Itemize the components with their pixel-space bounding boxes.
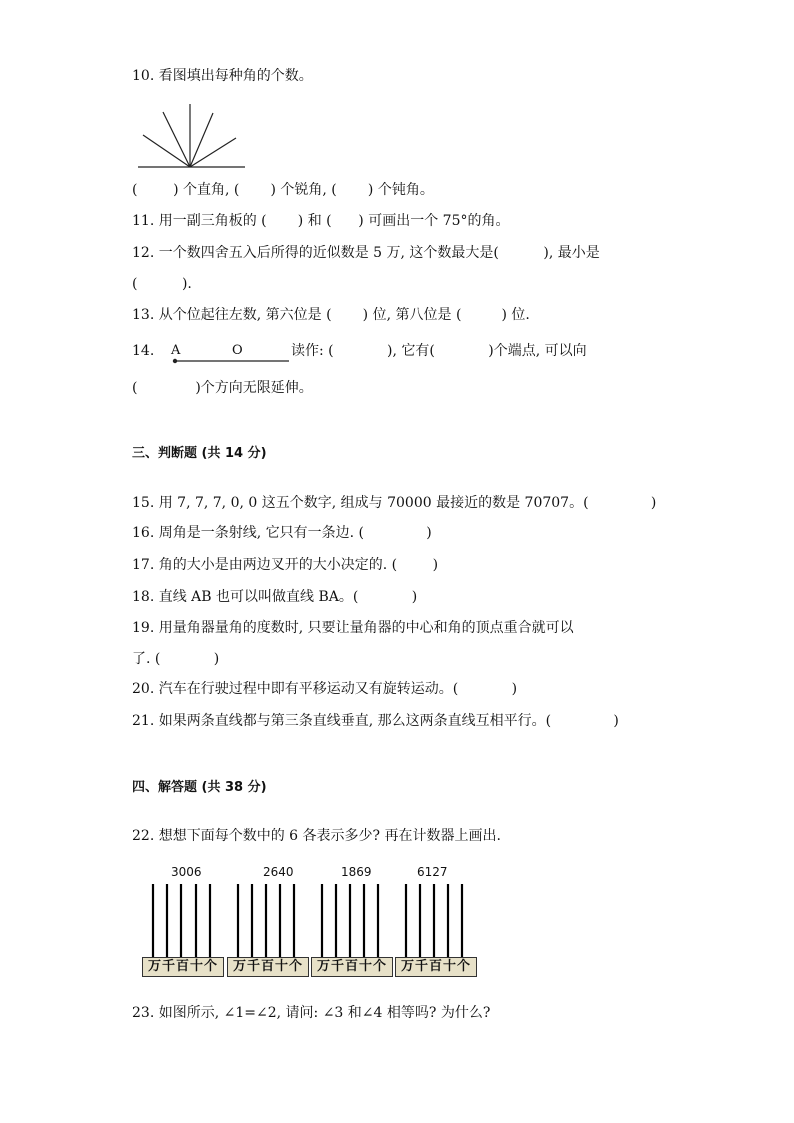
angle-ray-4	[190, 113, 213, 167]
question-12-line2: ( ).	[132, 276, 192, 292]
question-19-line2: 了. ( )	[132, 651, 220, 667]
abacus-rods-4	[406, 884, 462, 957]
abacus-label-3: 万千百十个	[311, 957, 393, 977]
abacus-number-3: 1869	[341, 865, 372, 879]
question-14-number: 14.	[132, 343, 155, 359]
question-10-answer: ( ) 个直角, ( ) 个锐角, ( ) 个钝角。	[132, 182, 434, 198]
section-4-heading: 四、解答题 (共 38 分)	[132, 780, 267, 795]
angle-ray-2	[163, 112, 190, 167]
abacus-label-4: 万千百十个	[395, 957, 477, 977]
question-17: 17. 角的大小是由两边叉开的大小决定的. ( )	[132, 557, 439, 573]
question-22: 22. 想想下面每个数中的 6 各表示多少? 再在计数器上画出.	[132, 828, 501, 844]
abacus-rods-1	[153, 884, 210, 957]
section-3-heading: 三、判断题 (共 14 分)	[132, 446, 267, 461]
question-21: 21. 如果两条直线都与第三条直线垂直, 那么这两条直线互相平行。( )	[132, 713, 619, 729]
question-10: 10. 看图填出每种角的个数。	[132, 68, 313, 84]
abacus-label-2: 万千百十个	[227, 957, 309, 977]
ray-label-a: A	[171, 343, 181, 358]
question-14-text: 读作: ( ), 它有( )个端点, 可以向	[291, 343, 587, 359]
question-18: 18. 直线 AB 也可以叫做直线 BA。( )	[132, 589, 418, 605]
abacus-number-4: 6127	[417, 865, 448, 879]
abacus-number-1: 3006	[171, 865, 202, 879]
abacus-rods-3	[322, 884, 378, 957]
abacus-number-2: 2640	[263, 865, 294, 879]
question-11: 11. 用一副三角板的 ( ) 和 ( ) 可画出一个 75°的角。	[132, 213, 510, 229]
question-16: 16. 周角是一条射线, 它只有一条边. ( )	[132, 525, 432, 541]
question-15: 15. 用 7, 7, 7, 0, 0 这五个数字, 组成与 70000 最接近的数是 70707。( )	[132, 495, 657, 511]
angle-ray-1	[143, 135, 190, 167]
angle-ray-5	[190, 138, 236, 167]
abacus-label-1: 万千百十个	[142, 957, 224, 977]
question-14-line2: ( )个方向无限延伸。	[132, 380, 313, 396]
ray-label-o: O	[232, 343, 243, 358]
question-12-line1: 12. 一个数四舍五入后所得的近似数是 5 万, 这个数最大是( ), 最小是	[132, 245, 600, 261]
abacus-rods-2	[238, 884, 294, 957]
question-20: 20. 汽车在行驶过程中即有平移运动又有旋转运动。( )	[132, 681, 518, 697]
question-13: 13. 从个位起往左数, 第六位是 ( ) 位, 第八位是 ( ) 位.	[132, 307, 530, 323]
question-19-line1: 19. 用量角器量角的度数时, 只要让量角器的中心和角的顶点重合就可以	[132, 620, 574, 636]
question-23: 23. 如图所示, ∠1=∠2, 请问: ∠3 和∠4 相等吗? 为什么?	[132, 1005, 491, 1021]
